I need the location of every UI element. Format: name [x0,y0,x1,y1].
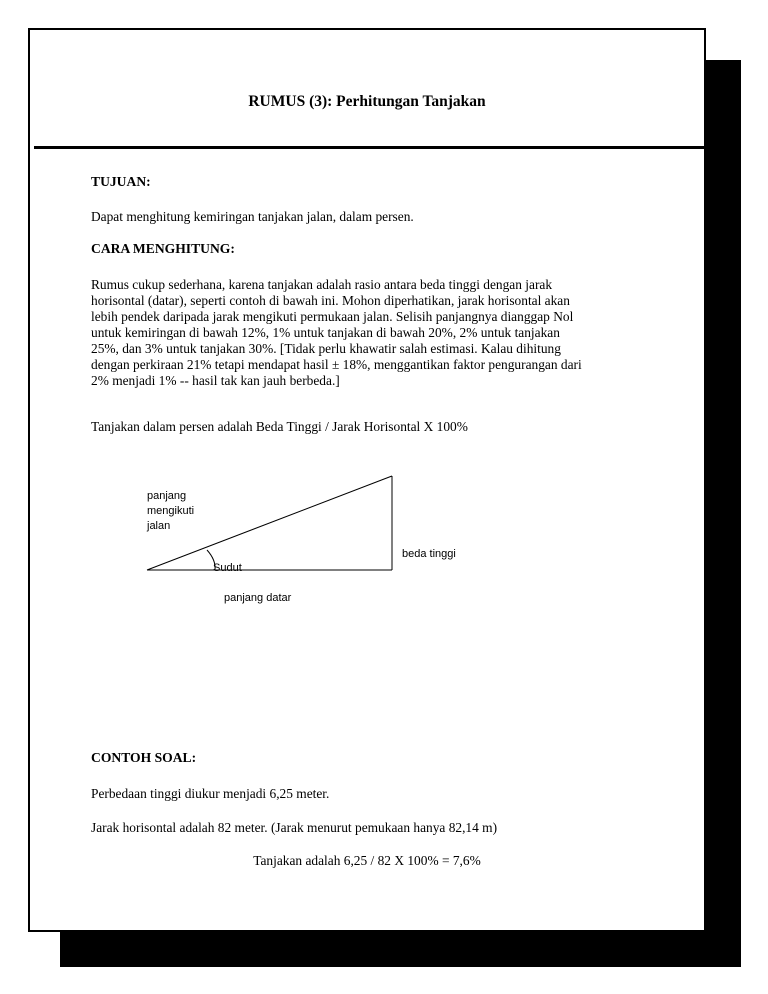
angle-label: Sudut [213,562,242,574]
cara-heading: CARA MENGHITUNG: [91,241,235,256]
base-label: panjang datar [224,592,292,604]
height-label: beda tinggi [402,548,456,560]
cara-line: Rumus cukup sederhana, karena tanjakan adalah rasio antara beda tinggi dengan jarak [91,277,553,292]
tujuan-text: Dapat menghitung kemiringan tanjakan jalan, dalam persen. [91,209,414,224]
tujuan-heading: TUJUAN: [91,174,151,189]
formula-text: Tanjakan dalam persen adalah Beda Tinggi / Jarak Horisontal X 100% [91,419,468,434]
slope-label-line: mengikuti [147,505,195,517]
slope-diagram [30,30,704,630]
slope-label-line: panjang [147,490,187,502]
cara-line: dengan perkiraan 21% tetapi mendapat hasil ± 18%, menggantikan faktor pengurangan dari [91,357,582,372]
contoh-line-1: Perbedaan tinggi diukur menjadi 6,25 meter. [91,786,330,801]
cara-line: lebih pendek daripada jarak mengikuti permukaan jalan. Selisih panjangnya dianggap Nol [91,309,574,324]
cara-line: 2% menjadi 1% -- hasil tak kan jauh berbeda.] [91,373,340,388]
cara-line: 25%, dan 3% untuk tanjakan 30%. [Tidak perlu khawatir salah estimasi. Kalau dihitung [91,341,561,356]
contoh-line-2: Jarak horisontal adalah 82 meter. (Jarak menurut pemukaan hanya 82,14 m) [91,820,498,835]
slope-label-line: jalan [147,520,171,532]
result-text: Tanjakan adalah 6,25 / 82 X 100% = 7,6% [253,853,481,868]
cara-line: untuk kemiringan di bawah 12%, 1% untuk tanjakan di bawah 20%, 2% untuk tanjakan [91,325,560,340]
page-title: RUMUS (3): Perhitungan Tanjakan [248,93,486,110]
contoh-heading: CONTOH SOAL: [91,750,197,765]
document-page [28,28,706,932]
cara-line: horisontal (datar), seperti contoh di bawah ini. Mohon diperhatikan, jarak horisontal akan [91,293,570,308]
